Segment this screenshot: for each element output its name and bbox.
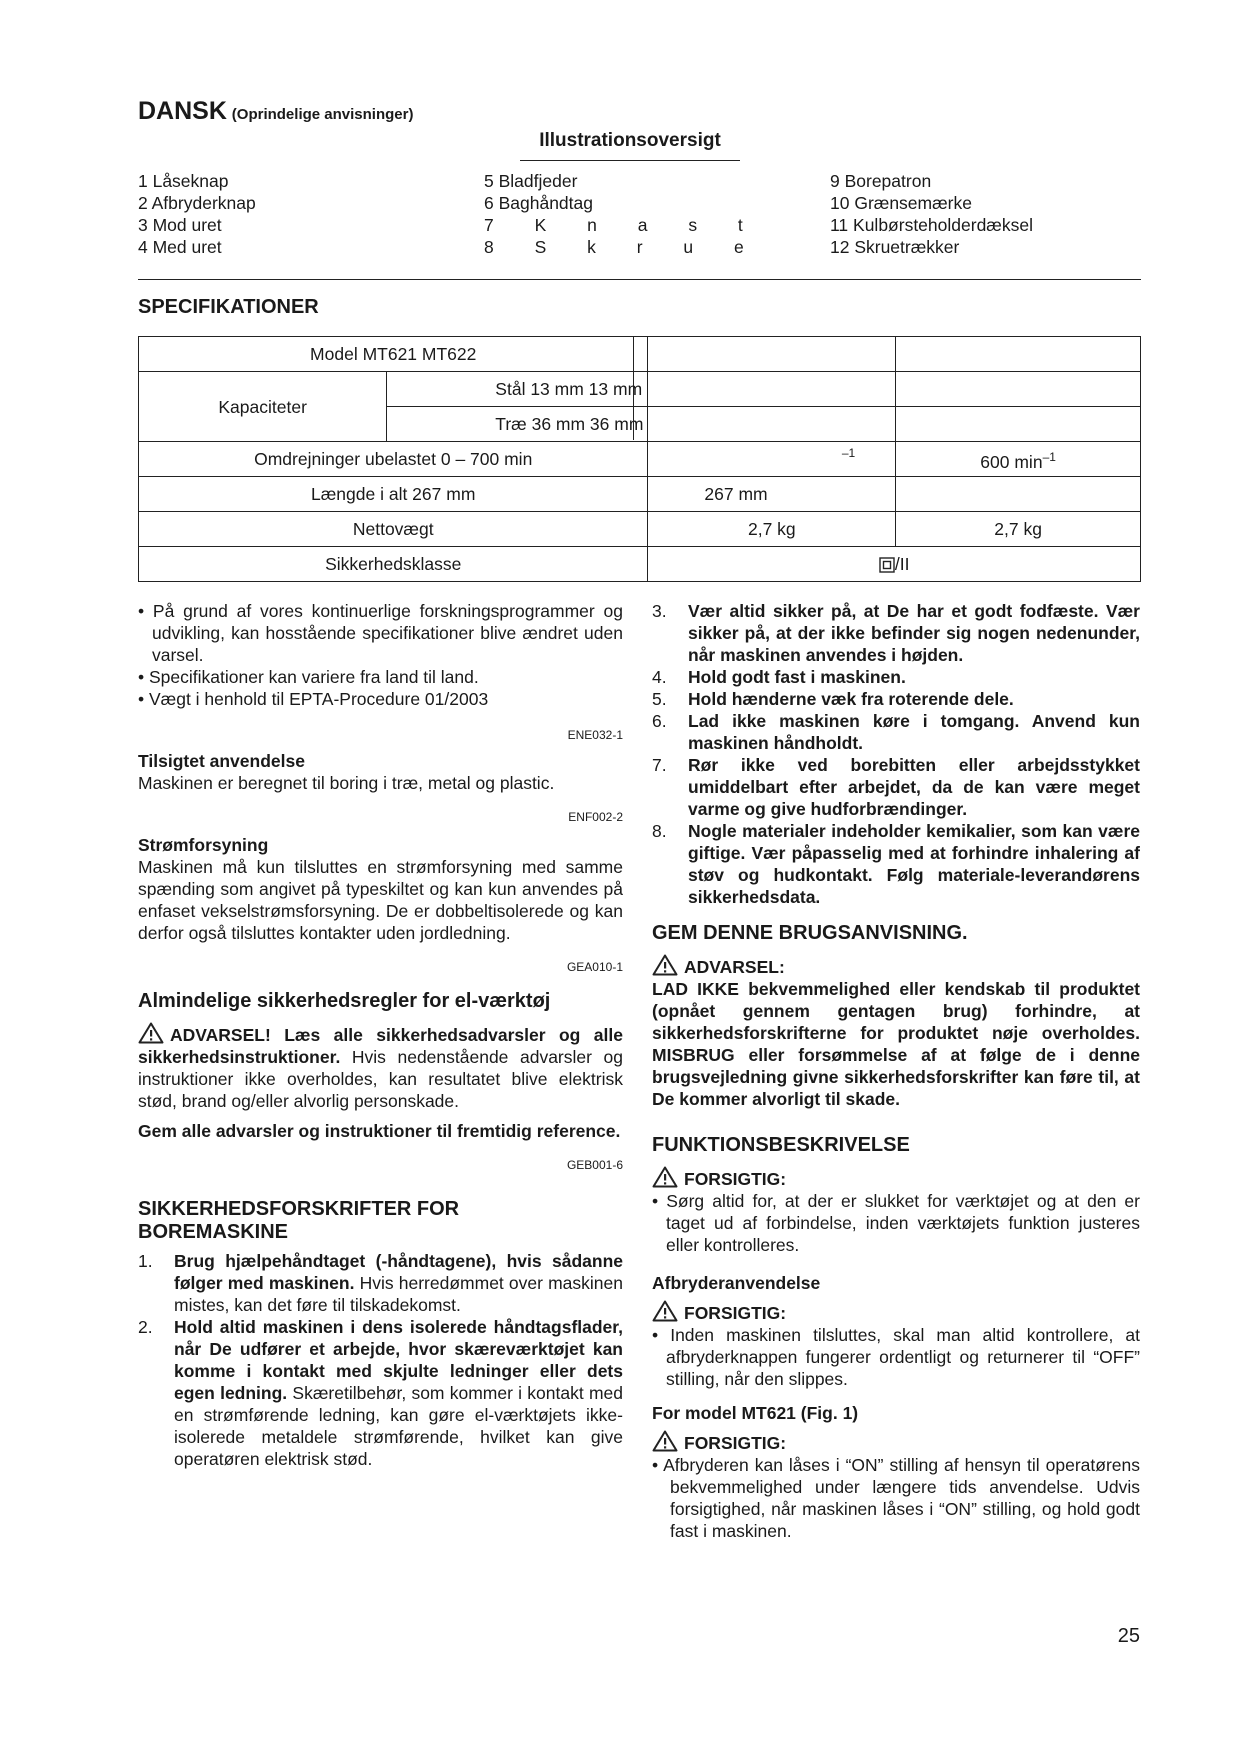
illustration-item: 9 Borepatron (830, 171, 932, 191)
table-row (139, 547, 1141, 582)
caution-text: • Sørg altid for, at der er slukket for værktøjet og at den er taget ud af forbindelse, inden værktøjets funktion justeres eller kontrolleres. (652, 1191, 1140, 1255)
illustration-item: 1 Låseknap (138, 171, 229, 191)
table-row (139, 477, 1141, 512)
warning-icon (652, 954, 678, 976)
table-line (633, 336, 634, 440)
list-item: 3. Vær altid sikker på, at De har et godt fodfæste. Vær sikker på, at der ikke befinder sig nogen nedenunder, når maskinen anvendes i højden. (652, 601, 1140, 665)
illustration-item: 10 Grænsemærke (830, 193, 972, 213)
drill-title: SIKKERHEDSFORSKRIFTER FOR BOREMASKINE (138, 1198, 460, 1243)
illustration-item: 4 Med uret (138, 237, 222, 257)
list-item: 8. Nogle materialer indeholder kemikalier, som kan være giftige. Vær påpasselig med at forhindre inhalering af støv og hudkontakt. Følg materiale-leverandørens sikkerhedsdata. (652, 821, 1140, 907)
spec-length-mt621: 267 mm (648, 477, 896, 512)
intended-text: Maskinen er beregnet til boring i træ, metal og plastic. (138, 773, 555, 793)
caution-heading: FORSIGTIG: (652, 1300, 1140, 1324)
double-insulation-icon (879, 557, 895, 573)
spec-weight-label: Nettovægt (139, 512, 648, 547)
note: • På grund af vores kontinuerlige forskningsprogrammer og udvikling, kan hosstående specifikationer blive ændret uden varsel. (138, 601, 623, 665)
spec-weight-mt621: 2,7 kg (648, 512, 896, 547)
general-title: Almindelige sikkerhedsregler for el-værktøj (138, 990, 551, 1012)
general-warning: ADVARSEL! Læs alle sikkerhedsadvarsler og alle sikkerhedsinstruktioner. Hvis nedenstående advarsler og instruktioner ikke overholdes, kan resultatet blive elektrisk stød, brand og/eller alvorlig personskade. (138, 1022, 623, 1112)
spec-model: Model MT621 MT622 (139, 337, 648, 372)
page-number: 25 (1117, 1625, 1140, 1647)
list-item: 6. Lad ikke maskinen køre i tomgang. Anvend kun maskinen håndholdt. (652, 711, 1140, 753)
warning-icon (652, 1430, 678, 1452)
illustration-item: 3 Mod uret (138, 215, 222, 235)
save-title: GEM DENNE BRUGSANVISNING. (652, 922, 968, 944)
spec-safety-class: /II (648, 547, 1141, 582)
illustration-item: 2 Afbryderknap (138, 193, 256, 213)
language-title: DANSK (138, 97, 227, 125)
intended-title: Tilsigtet anvendelse (138, 751, 305, 771)
warning-text: LAD IKKE bekvemmelighed eller kendskab til produktet (opnået gennem gentagen brug) forhindre, at sikkerhedsforskrifterne for produktet nøje overholdes. MISBRUG eller forsømmelse af at følge de i denne brugsvejledning givne sikkerhedsforskrifter kan føre til, at De kommer alvorligt til skade. (652, 979, 1140, 1109)
specs-heading: SPECIFIKATIONER (138, 296, 319, 318)
func-title: FUNKTIONSBESKRIVELSE (652, 1134, 910, 1156)
caution-text: • Afbryderen kan låses i “ON” stilling af hensyn til operatørens bekvemmelighed under længere tids anvendelse. Udvis forsigtighed, når maskinen låses i “ON” stilling, og hold godt fast i maskinen. (652, 1455, 1140, 1541)
table-row (139, 512, 1141, 547)
language-note: (Oprindelige anvisninger) (231, 106, 414, 123)
ref-code: ENE032-1 (567, 728, 623, 742)
drill-rules (138, 1250, 623, 1470)
spec-length-label: Længde i alt 267 mm (139, 477, 648, 512)
illustration-title: Illustrationsoversigt (520, 130, 740, 161)
spec-rpm-sup: –1 (648, 442, 896, 477)
more-rules (652, 600, 1140, 908)
table-row (139, 372, 1141, 407)
caution-text: • Inden maskinen tilsluttes, skal man altid kontrollere, at afbryderknappen fungerer ordentligt og returnerer til “OFF” stilling, når den slippes. (652, 1325, 1140, 1389)
divider (138, 279, 1141, 280)
illustration-item: 12 Skruetrækker (830, 237, 960, 257)
warning-icon (652, 1166, 678, 1188)
list-item: 7. Rør ikke ved borebitten eller arbejdsstykket umiddelbart efter arbejdet, da de kan være meget varme og give hudforbrændinger. (652, 755, 1140, 819)
warning-icon (138, 1022, 164, 1044)
ref-code: ENF002-2 (568, 810, 623, 824)
spec-rpm-label: Omdrejninger ubelastet 0 – 700 min (139, 442, 648, 477)
model-title: For model MT621 (Fig. 1) (652, 1403, 859, 1423)
left-column (138, 600, 623, 1470)
caution-heading: FORSIGTIG: (652, 1430, 1140, 1454)
illustration-item: 7 K n a s t (484, 215, 761, 235)
ref-code: GEA010-1 (566, 960, 623, 974)
spec-wood: Træ 36 mm 36 mm (387, 407, 648, 442)
ref-code: GEB001-6 (566, 1158, 623, 1172)
illustration-list (138, 170, 1070, 258)
list-item: 5. Hold hænderne væk fra roterende dele. (652, 689, 1014, 709)
page-header (138, 97, 414, 126)
switch-title: Afbryderanvendelse (652, 1273, 821, 1293)
illustration-item: 11 Kulbørsteholderdæksel (830, 215, 1033, 235)
table-row (139, 337, 1141, 372)
spec-rpm-mt622: 600 $\min^{-1}$ (896, 442, 1141, 477)
keep-text: Gem alle advarsler og instruktioner til fremtidig reference. (138, 1121, 621, 1141)
spec-steel: Stål 13 mm 13 mm (387, 372, 648, 407)
spec-safety-label: Sikkerhedsklasse (139, 547, 648, 582)
list-item: 4. Hold godt fast i maskinen. (652, 667, 906, 687)
list-item: 1. Brug hjælpehåndtaget (-håndtagene), hvis sådanne følger med maskinen. Hvis herredømmet over maskinen mistes, kan det føre til tilskadekomst. (138, 1251, 623, 1315)
power-text: Maskinen må kun tilsluttes en strømforsyning med samme spænding som angivet på typeskiltet og kan kun anvendes på enfaset vekselstrømsforsyning. De er dobbeltisolerede og kan derfor også tilsluttes kontakter uden jordledning. (138, 857, 623, 943)
illustration-item: 5 Bladfjeder (484, 171, 578, 191)
spec-table (138, 336, 1141, 582)
power-title: Strømforsyning (138, 835, 269, 855)
illustration-item: 8 S k r u e (484, 237, 762, 257)
caution-heading: FORSIGTIG: (652, 1166, 1140, 1190)
illustration-item: 6 Baghåndtag (484, 193, 593, 213)
spec-weight-mt622: 2,7 kg (896, 512, 1141, 547)
spec-capacity-label: Kapaciteter (139, 372, 387, 442)
warning-icon (652, 1300, 678, 1322)
right-column (652, 600, 1140, 1542)
table-row (139, 442, 1141, 477)
list-item: 2. Hold altid maskinen i dens isolerede håndtagsflader, når De udfører et arbejde, hvor skæreværktøjet kan komme i kontakt med skjulte ledninger eller dets egen ledning. Skæretilbehør, som kommer i kontakt med en strømførende ledning, kan gøre el-værktøjets ikke-isolerede metaldele strømførende, hvilket kan give operatøren elektrisk stød. (138, 1317, 623, 1469)
note: • Specifikationer kan variere fra land til land. (138, 667, 479, 687)
warning-heading: ADVARSEL: (652, 954, 1140, 978)
note: • Vægt i henhold til EPTA-Procedure 01/2003 (138, 689, 489, 709)
